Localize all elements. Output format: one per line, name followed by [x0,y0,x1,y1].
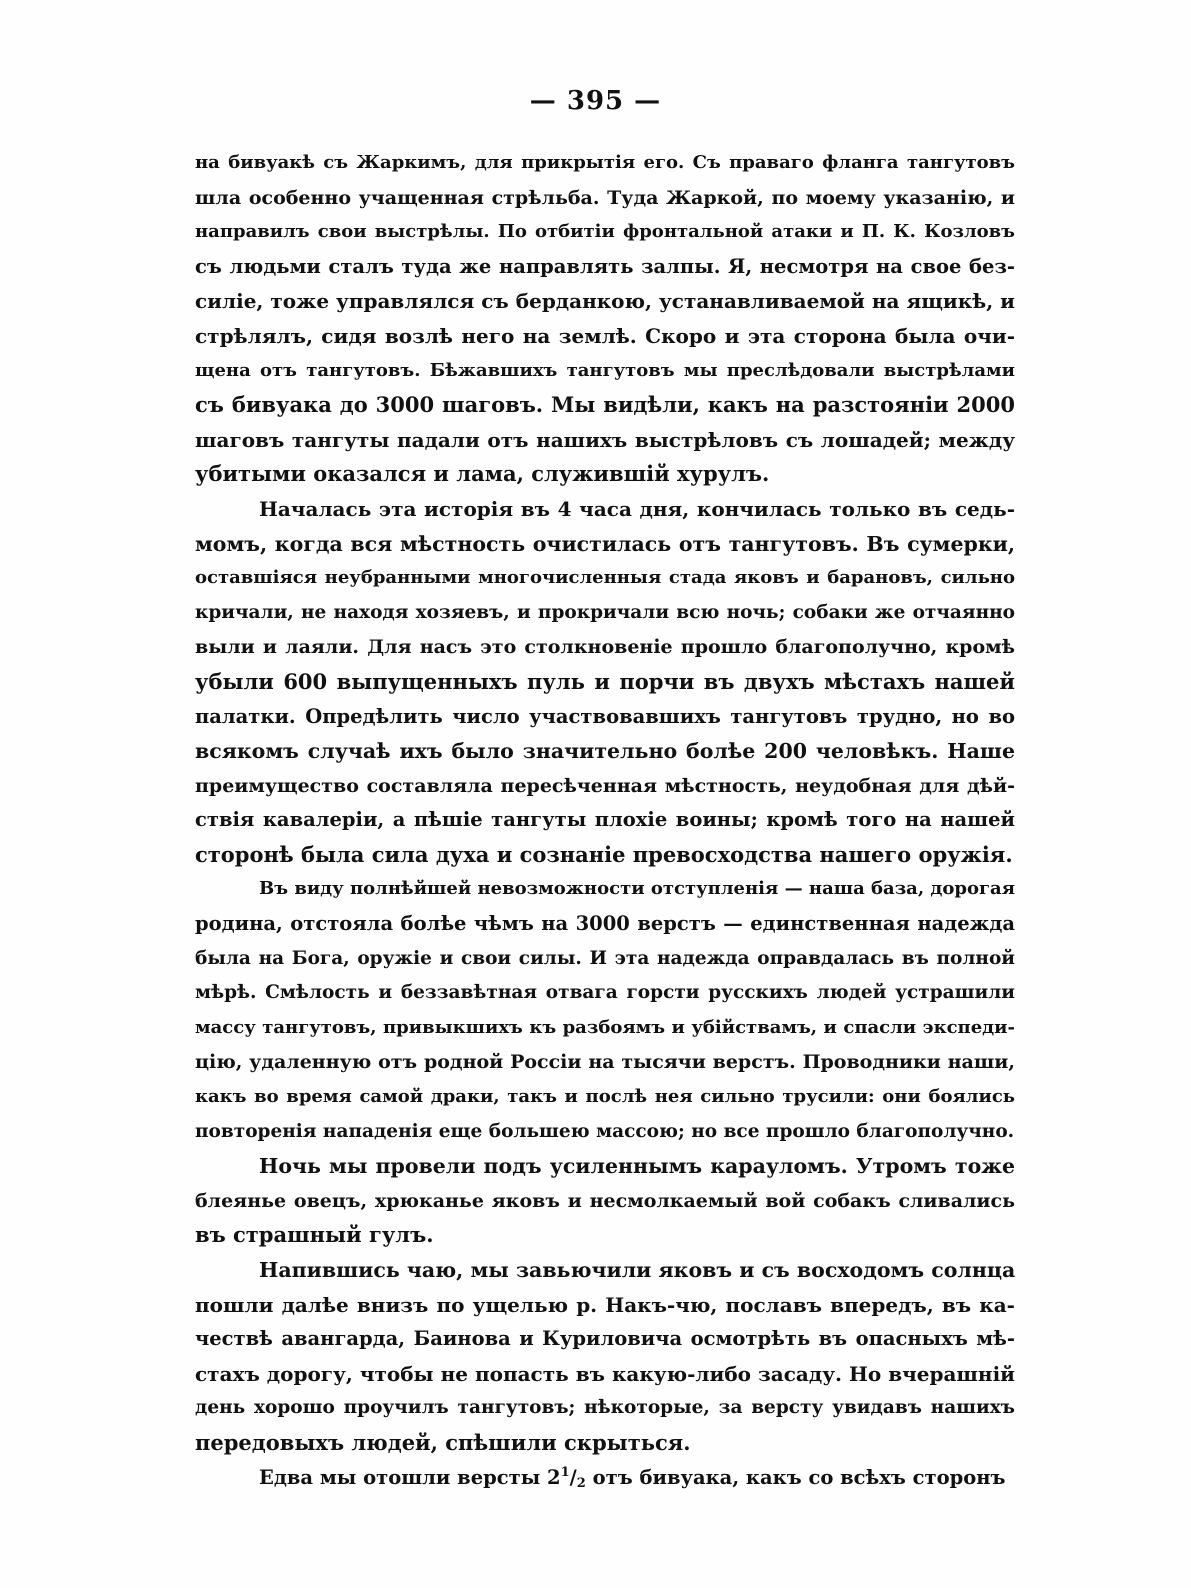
text-line: стахъ дорогу, чтобы не попасть въ какую-либо засаду. Но вчерашній [195,1361,1015,1386]
text-line: Въ виду полнѣйшей невозможности отступленія — наша база, дорогая [259,878,1015,900]
text-line: на бивуакѣ съ Жаркимъ, для прикрытія его. Съ праваго фланга тангутовъ [195,152,1015,173]
body-text [195,146,1015,1495]
text-line: мѣрѣ. Смѣлость и беззавѣтная отвага горсти русскихъ людей устрашили [195,982,1015,1004]
text-line: блеянье овецъ, хрюканье яковъ и несмолкаемый вой собакъ сливались [195,1189,1015,1212]
text-line: выли и лаяли. Для насъ это столкновеніе прошло благополучно, кромѣ [195,636,1015,659]
text-line: цію, удаленную отъ родной Россіи на тысячи верстъ. Проводники наши, [195,1051,1015,1074]
final-line-start: Едва мы отошли версты 2 [259,1465,561,1489]
text-line: передовыхъ людей, спѣшили скрыться. [195,1429,691,1455]
text-line: съ бивуака до 3000 шаговъ. Мы видѣли, какъ на разстояніи 2000 [195,392,1015,418]
text-line: убыли 600 выпущенныхъ пуль и порчи въ двухъ мѣстахъ нашей [195,668,1015,694]
text-line: шла особенно учащенная стрѣльба. Туда Жаркой, по моему указанію, и [195,186,1015,209]
text-line: массу тангутовъ, привыкшихъ къ разбоямъ и убійствамъ, и спасли экспеди- [195,1016,1015,1038]
text-line: въ страшный гулъ. [195,1222,434,1248]
text-line: убитыми оказался и лама, служившій хурулъ. [195,461,770,487]
text-line: всякомъ случаѣ ихъ было значительно болѣе 200 человѣкъ. Наше [195,739,1015,764]
text-line: щена отъ тангутовъ. Бѣжавшихъ тангутовъ мы преслѣдовали выстрѣлами [195,359,1015,381]
final-line-end: отъ бивуака, какъ со всѣхъ сторонъ [585,1465,1006,1489]
text-line: была на Бога, оружіе и свои силы. И эта надежда оправдалась въ полной [195,947,1015,969]
text-line: оставшіяся неубранными многочисленныя стада яковъ и барановъ, сильно [195,567,1015,589]
text-line: преимущество составляла пересѣченная мѣстность, неудобная для дѣй- [195,774,1015,797]
page-number: — 395 — [529,86,662,116]
text-line: кричали, не находя хозяевъ, и прокричали всю ночь; собаки же отчаянно [195,601,1015,623]
text-line: стрѣлялъ, сидя возлѣ него на землѣ. Скоро и эта сторона была очи- [195,323,1015,348]
text-line: пошли далѣе внизъ по ущелью р. Накъ-чю, пославъ впередъ, въ ка- [195,1292,1015,1317]
text-line: момъ, когда вся мѣстность очистилась отъ тангутовъ. Въ сумерки, [195,531,1015,556]
fraction-slash: / [569,1465,577,1489]
text-line: палатки. Опредѣлить число участвовавшихъ тангутовъ трудно, но во [195,704,1015,728]
text-line: шаговъ тангуты падали отъ нашихъ выстрѣловъ съ лошадей; между [195,427,1015,452]
text-line: родина, отстояла болѣе чѣмъ на 3000 верстъ — единственная надежда [195,912,1015,936]
text-line: Началась эта исторія въ 4 часа дня, кончилась только въ седь- [259,496,1015,521]
text-line: какъ во время самой драки, такъ и послѣ нея сильно трусили: они боялись [195,1086,1015,1108]
fraction-numerator: 1 [560,1464,570,1480]
text-line: повторенія нападенія еще большею массою; но все прошло благополучно. [195,1120,1015,1142]
text-line: Ночь мы провели подъ усиленнымъ карауломъ. Утромъ тоже [259,1154,1015,1179]
text-line: ствія кавалеріи, а пѣшіе тангуты плохіе воины; кромѣ того на нашей [195,808,1015,832]
text-line: день хорошо проучилъ тангутовъ; нѣкоторые, за версту увидавъ нашихъ [195,1397,1015,1419]
text-line: направилъ свои выстрѣлы. По отбитіи фронтальной атаки и П. К. Козловъ [195,221,1015,243]
final-line [195,1461,1015,1496]
text-line: Напившись чаю, мы завьючили яковъ и съ восходомъ солнца [259,1258,1015,1282]
text-line: силіе, тоже управлялся съ берданкою, устанавливаемой на ящикѣ, и [195,289,1015,314]
text-line: сторонѣ была сила духа и сознаніе превосходства нашего оружія. [195,841,1013,867]
text-line: съ людьми сталъ туда же направлять залпы. Я, несмотря на свое без- [195,254,1015,278]
text-line: чествѣ авангарда, Баинова и Куриловича осмотрѣть въ опасныхъ мѣ- [195,1327,1015,1351]
fraction-denominator: 2 [576,1475,586,1491]
